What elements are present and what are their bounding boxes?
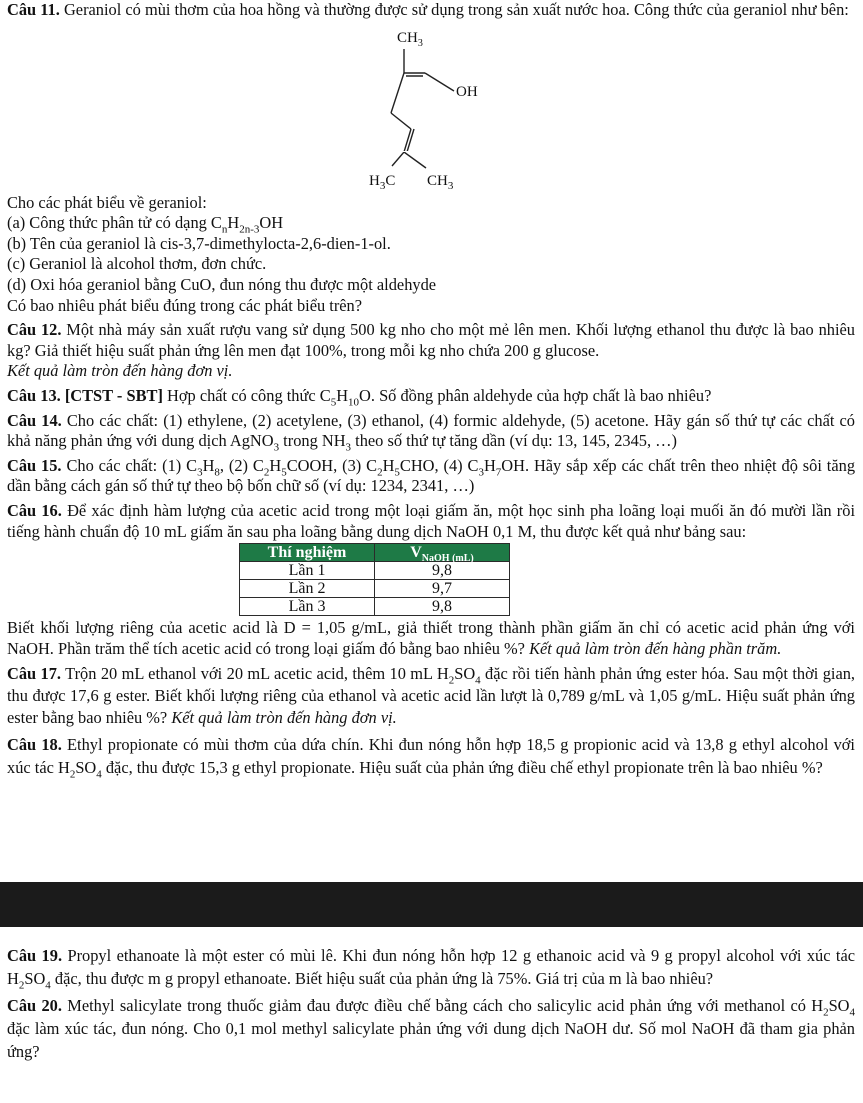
oh-label: OH [456, 83, 478, 100]
q15-number: Câu 15. [7, 455, 62, 475]
q11-statement-d: (d) Oxi hóa geraniol bằng CuO, đun nóng thu được một aldehyde [7, 274, 437, 294]
q12-number: Câu 12. [7, 320, 62, 340]
geraniol-terminal-bonds [390, 152, 470, 182]
q11-intro-text: Geraniol có mùi thơm của hoa hồng và thường được sử dụng trong sản xuất nước hoa. Công thức của geraniol như bên: [63, 0, 849, 19]
dark-separator-band [0, 882, 863, 927]
ch3-bottom-label: $CH_3$ [427, 172, 454, 192]
q20: Câu 20. Methyl salicylate trong thuốc giảm đau được điều chế bằng cách cho salicylic acid phản ứng với methanol có $H_2SO_4$ đặc làm xúc tác, đun nóng. Cho 0,1 mol methyl salicylate phản ứng với dung dịch NaOH dư. Số mol NaOH đã tham gia phản ứng? [7, 996, 856, 1061]
q17: Câu 17. Trộn 20 mL ethanol với 20 mL acetic acid, thêm 10 mL $H_2SO_4$ đặc rồi tiến hành phản ứng ester hóa. Sau một thời gian, thu được 17,6 g ester. Biết khối lượng riêng của ethanol và acetic acid lần lượt là 0,789 g/mL và 1,05 g/mL. Hiệu suất phản ứng ester bằng bao nhiêu %? Kết quả làm tròn đến hàng đơn vị. [7, 664, 856, 728]
q17-note: Kết quả làm tròn đến hàng đơn vị. [171, 708, 397, 728]
q12-note: Kết quả làm tròn đến hàng đơn vị. [7, 361, 233, 381]
table-row: Lần 1 9,8 [240, 562, 510, 580]
document-page-lower [7, 944, 855, 1063]
q19-number: Câu 19. [7, 946, 63, 965]
q17-number: Câu 17. [7, 664, 62, 684]
q19: Câu 19. Propyl ethanoate là một ester có mùi lê. Khi đun nóng hỗn hợp 12 g ethanoic acid và 9 g propyl alcohol với xúc tác $H_2SO_4$ đặc, thu được m g propyl ethanoate. Biết hiệu suất của phản ứng là 75%. Giá trị của m là bao nhiêu? [7, 946, 855, 992]
q16-note: Kết quả làm tròn đến hàng phần trăm. [529, 638, 782, 658]
q14: Câu 14. Cho các chất: (1) ethylene, (2) acetylene, (3) ethanol, (4) formic aldehyde, (5) acetone. Hãy gán số thứ tự các chất có khả năng phản ứng với dung dịch AgNO$_3$ trong $NH_3$ theo số thứ tự tăng dần (ví dụ: 13, 145, 2345, …) [7, 410, 855, 454]
titration-table-header [240, 544, 510, 562]
q11-number: Câu 11. [7, 0, 60, 19]
titration-table [239, 543, 510, 616]
q15: Câu 15. Cho các chất: (1) $C_3H_8$, (2) $C_2H_5COOH$, (3) $C_2H_5CHO$, (4) $C_3H_7OH$. Hãy sắp xếp các chất trên theo nhiệt độ sôi tăng dần bằng cách gán số thứ tự theo bộ bốn chữ số (ví dụ: 1234, 2341, …) [7, 455, 856, 496]
geraniol-skeletal-formula [352, 21, 552, 151]
q12: Câu 12. Một nhà máy sản xuất rượu vang sử dụng 500 kg nho cho một mẻ lên men. Khối lượng ethanol thu được là bao nhiêu kg? Giả thiết hiệu suất phản ứng lên men đạt 100%, trong mỗi kg nho chứa 200 g glucose. Kết quả làm tròn đến hàng đơn vị. [7, 320, 855, 381]
h3c-label: $H_3C$ [369, 172, 396, 192]
q11-question: Có bao nhiêu phát biểu đúng trong các phát biểu trên? [7, 295, 363, 315]
document-page [7, 0, 855, 779]
q11-intro [7, 0, 855, 21]
q11-statement-c: (c) Geraniol là alcohol thơm, đơn chức. [7, 254, 267, 274]
q14-number: Câu 14. [7, 410, 62, 430]
q18-number: Câu 18. [7, 735, 62, 755]
table-row: Lần 3 9,8 [240, 598, 510, 616]
q20-number: Câu 20. [7, 996, 62, 1015]
q16-number: Câu 16. [7, 500, 62, 520]
ch3-top-label: $CH_3$ [397, 29, 423, 49]
header-experiment: Thí nghiệm [240, 544, 375, 562]
q16: Câu 16. Để xác định hàm lượng của acetic acid trong một loại giấm ăn, một học sinh pha loãng loại muối ăn đó mười lần rồi tiếng hành chuẩn độ 10 mL giấm ăn sau pha loãng bằng dung dịch NaOH 0,1 M, thu được kết quả như bảng sau: [7, 500, 855, 541]
q11-statement-b: (b) Tên của geraniol là cis-3,7-dimethylocta-2,6-dien-1-ol. [7, 233, 391, 253]
q16-after: Biết khối lượng riêng của acetic acid là D = 1,05 g/mL, giả thiết trong thành phần giấm ăn chỉ có acetic acid phản ứng với NaOH. Phần trăm thể tích acetic acid có trong loại giấm đó bằng bao nhiêu %? Kết quả làm tròn đến hàng phần trăm. [7, 618, 855, 658]
q18: Câu 18. Ethyl propionate có mùi thơm của dứa chín. Khi đun nóng hỗn hợp 18,5 g propionic acid và 13,8 g ethyl alcohol với xúc tác $H_2SO_4$ đặc, thu được 15,3 g ethyl propionate. Hiệu suất của phản ứng điều chế ethyl propionate trên là bao nhiêu %? [7, 735, 855, 781]
geraniol-structure [7, 21, 855, 192]
q13-number: Câu 13. [CTST - SBT] [7, 385, 163, 405]
q11-statements-intro: Cho các phát biểu về geraniol: [7, 192, 207, 212]
q11-statement-a: (a) Công thức phân tử có dạng $C_nH_{2n-3}OH$ [7, 213, 284, 236]
q13: Câu 13. [CTST - SBT] Hợp chất có công thức $C_5H_{10}O$. Số đồng phân aldehyde của hợp chất là bao nhiêu? [7, 385, 712, 409]
header-volume: $V_{NaOH (mL)}$ [375, 544, 510, 562]
table-row: Lần 2 9,7 [240, 580, 510, 598]
